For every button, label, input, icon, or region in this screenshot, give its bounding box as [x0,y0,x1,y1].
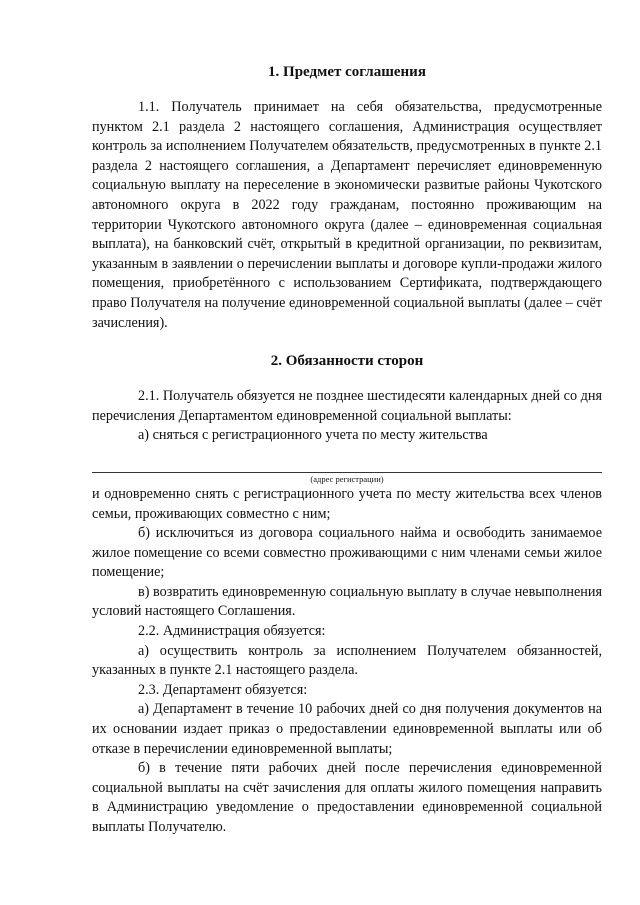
paragraph-1-1: 1.1. Получатель принимает на себя обязательства, предусмотренные пунктом 2.1 раздела 2 настоящего соглашения, Администрация осуществляет контроль за исполнением Получателем обязательств, предусмотренных в пункте 2.1 раздела 2 настоящего соглашения, а Департамент перечисляет единовременную социальную выплату на переселение в экономически развитые районы Чукотского автономного округа в 2022 году гражданам, постоянно проживающим на территории Чукотского автономного округа (далее – единовременная социальная выплата), на банковский счёт, открытый в кредитной организации, по реквизитам, указанным в заявлении о перечислении выплаты и договоре купли-продажи жилого помещения, приобретённого с использованием Сертификата, подтверждающего право Получателя на получение единовременной социальной выплаты (далее – счёт зачисления). [92,99,602,331]
paragraph-2-1-b: б) исключиться из договора социального найма и освободить занимаемое жилое помещение со всеми совместно проживающими с ним членами семьи жилое помещение; [92,525,602,581]
paragraph-2-3: 2.3. Департамент обязуется: [138,681,308,698]
paragraph-2-1-a-continued: и одновременно снять с регистрационного учета по месту жительства всех членов семьи, проживающих совместно с ним; [92,485,602,522]
address-fill-line [92,458,602,473]
document-page [92,56,602,838]
paragraph-2-2-a: а) осуществить контроль за исполнением Получателем обязанностей, указанных в пункте 2.1 настоящего раздела. [92,642,602,679]
paragraph-2-1-v: в) возвратить единовременную социальную выплату в случае невыполнения условий настоящего Соглашения. [92,583,602,620]
section-1-title: 1. Предмет соглашения [268,64,426,80]
address-caption: (адрес регистрации) [310,473,384,484]
paragraph-2-1: 2.1. Получатель обязуется не позднее шестидесяти календарных дней со дня перечисления Департаментом единовременной социальной выплаты: [92,388,602,424]
section-2-title: 2. Обязанности сторон [270,353,424,370]
paragraph-2-3-b: б) в течение пяти рабочих дней после перечисления единовременной социальной выплаты на счёт зачисления для оплаты жилого помещения направить в Администрацию уведомление о предоставлении единовременной социальной выплаты Получателю. [92,760,602,835]
paragraph-2-1-a: а) сняться с регистрационного учета по месту жительства [138,427,488,444]
paragraph-2-3-a: а) Департамент в течение 10 рабочих дней со дня получения документов на их основании издает приказ о предоставлении единовременной выплаты или об отказе в перечислении единовременной выплаты; [92,701,602,757]
paragraph-2-2: 2.2. Администрация обязуется: [138,623,326,640]
